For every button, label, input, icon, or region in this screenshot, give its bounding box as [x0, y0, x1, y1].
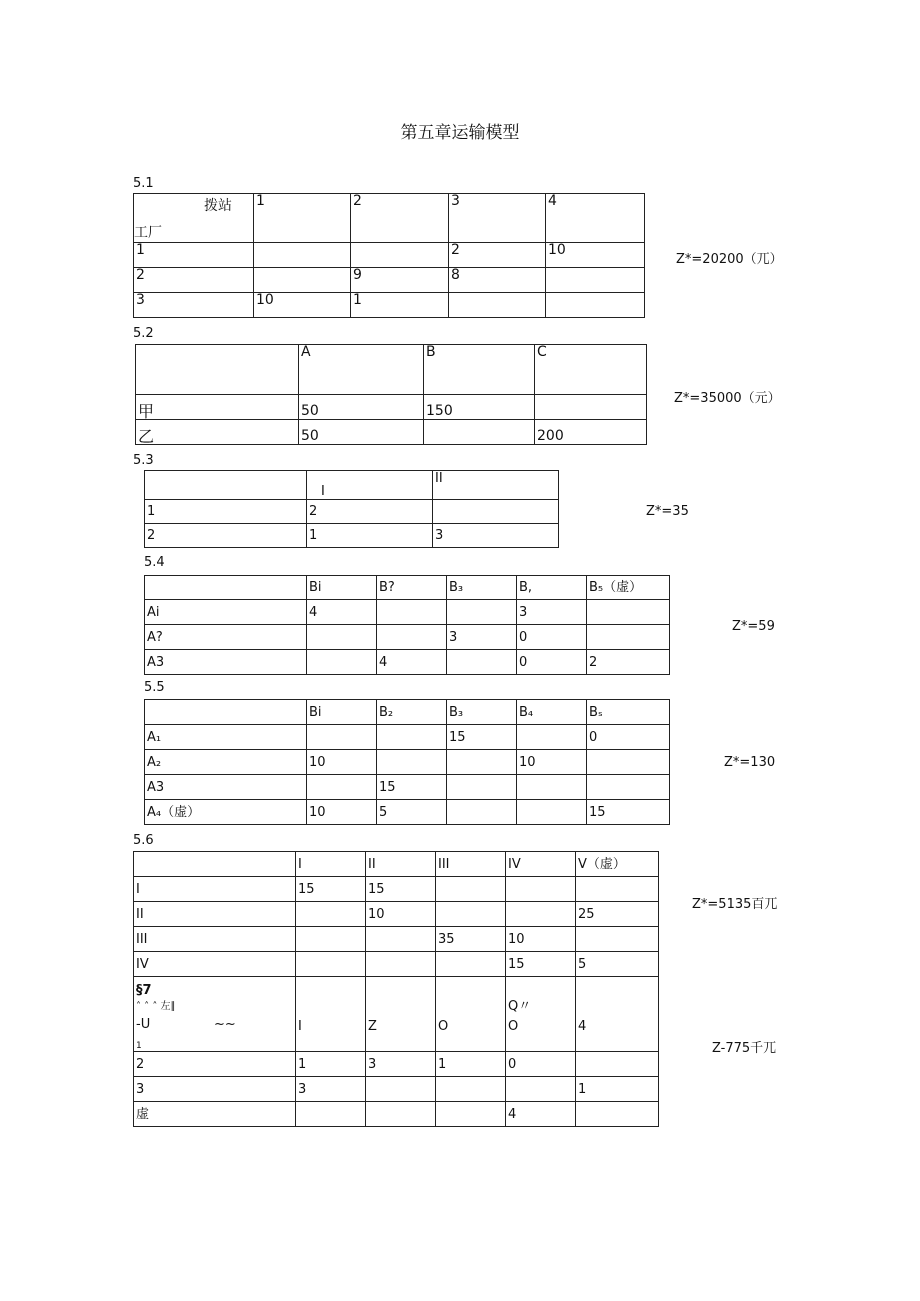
garbled-header-cell	[134, 977, 296, 1052]
table-cell	[307, 625, 377, 650]
table-cell: 4	[377, 650, 447, 675]
table-row	[145, 600, 670, 625]
table-5-4	[144, 575, 670, 675]
table-cell: 8	[449, 268, 546, 293]
corner-cell	[145, 471, 307, 500]
table-cell	[433, 500, 559, 524]
table-cell	[377, 750, 447, 775]
table-cell	[254, 243, 351, 268]
table-cell	[366, 1077, 436, 1102]
table-row	[145, 775, 670, 800]
table-cell: 10	[366, 902, 436, 927]
table-cell	[366, 927, 436, 952]
col-header: Z	[366, 977, 436, 1052]
table-cell: 3	[433, 524, 559, 548]
row-header: Ai	[145, 600, 307, 625]
col-header: B₂	[377, 700, 447, 725]
table-cell: 3	[517, 600, 587, 625]
table-5-2	[135, 344, 647, 445]
table-cell	[506, 902, 576, 927]
row-header: IV	[134, 952, 296, 977]
table-cell	[351, 243, 449, 268]
col-header: 4	[576, 977, 659, 1052]
table-row	[136, 395, 647, 420]
col-header: B₃	[447, 576, 517, 600]
table-cell	[447, 800, 517, 825]
table-row	[134, 1102, 659, 1127]
col-header: B₅（虚）	[587, 576, 670, 600]
table-cell: 15	[506, 952, 576, 977]
result-5-1: Z*=20200（兀）	[676, 252, 783, 267]
table-cell: 10	[546, 243, 645, 268]
table-row	[145, 725, 670, 750]
table-row	[134, 952, 659, 977]
section-5-2-label: 5.2	[133, 326, 154, 341]
table-cell	[447, 650, 517, 675]
table-cell	[436, 1077, 506, 1102]
table-cell	[449, 293, 546, 318]
section-5-4-label: 5.4	[144, 555, 165, 570]
result-5-6: Z*=5135百兀	[692, 897, 778, 912]
row-header: III	[134, 927, 296, 952]
col-header: Bₛ	[587, 700, 670, 725]
table-row	[145, 625, 670, 650]
table-5-1	[133, 193, 645, 318]
col-header: III	[436, 852, 506, 877]
table-cell	[576, 927, 659, 952]
table-row	[134, 902, 659, 927]
table-row	[134, 977, 659, 1052]
table-row	[134, 293, 645, 318]
col-header: II	[433, 471, 559, 500]
table-row	[134, 268, 645, 293]
table-cell: 4	[506, 1102, 576, 1127]
table-cell: 5	[377, 800, 447, 825]
table-cell	[296, 927, 366, 952]
row-header: A₁	[145, 725, 307, 750]
table-row	[145, 500, 559, 524]
table-cell: 15	[366, 877, 436, 902]
table-cell	[535, 395, 647, 420]
table-cell	[436, 952, 506, 977]
table-cell: 50	[299, 420, 424, 445]
table-cell	[447, 775, 517, 800]
corner-cell	[145, 700, 307, 725]
col-header: B₄	[517, 700, 587, 725]
corner-cell	[134, 194, 254, 243]
col-header: O	[436, 977, 506, 1052]
table-cell	[366, 1102, 436, 1127]
table-cell	[296, 952, 366, 977]
table-cell	[576, 877, 659, 902]
table-row	[134, 877, 659, 902]
table-cell	[546, 268, 645, 293]
table-cell	[424, 420, 535, 445]
table-cell: 0	[517, 650, 587, 675]
table-cell: 2	[307, 500, 433, 524]
section-5-1-label: 5.1	[133, 176, 154, 191]
row-header: 3	[134, 293, 254, 318]
col-header: 3	[449, 194, 546, 243]
col-header: I	[307, 471, 433, 500]
corner-bottom-label: 工厂	[134, 225, 162, 241]
table-cell	[587, 600, 670, 625]
table-cell	[366, 952, 436, 977]
table-cell	[307, 725, 377, 750]
corner-cell	[145, 576, 307, 600]
col-header: B₃	[447, 700, 517, 725]
section-5-7-label: §7	[136, 983, 152, 998]
table-cell: 1	[576, 1077, 659, 1102]
row-header: 甲	[136, 395, 299, 420]
result-5-7: Z-775千兀	[712, 1041, 777, 1056]
table-cell	[506, 1077, 576, 1102]
col-header: C	[535, 345, 647, 395]
col-header: A	[299, 345, 424, 395]
row-header: 2	[145, 524, 307, 548]
corner-cell	[134, 852, 296, 877]
table-cell	[587, 775, 670, 800]
section-5-5-label: 5.5	[144, 680, 165, 695]
table-cell	[377, 725, 447, 750]
row-header: 虚	[134, 1102, 296, 1127]
row-header: A3	[145, 650, 307, 675]
table-cell: 150	[424, 395, 535, 420]
garbled-text: ˄ ˄ ˄ 左∥	[136, 1001, 176, 1012]
table-cell	[377, 625, 447, 650]
row-header: II	[134, 902, 296, 927]
table-cell: 10	[307, 750, 377, 775]
col-header: Bi	[307, 576, 377, 600]
section-5-3-label: 5.3	[133, 453, 154, 468]
page-title: 第五章运输模型	[400, 123, 520, 143]
table-row	[145, 800, 670, 825]
row-header: 2	[134, 268, 254, 293]
table-row	[145, 750, 670, 775]
table-cell: 15	[587, 800, 670, 825]
result-5-4: Z*=59	[732, 619, 775, 634]
table-cell: 35	[436, 927, 506, 952]
table-cell	[587, 750, 670, 775]
table-cell	[436, 1102, 506, 1127]
result-5-2: Z*=35000（元）	[674, 391, 781, 406]
col-header: 1	[254, 194, 351, 243]
table-cell	[307, 775, 377, 800]
table-cell: 2	[449, 243, 546, 268]
table-cell	[576, 1052, 659, 1077]
table-5-3	[144, 470, 559, 548]
table-cell: 25	[576, 902, 659, 927]
table-cell	[296, 902, 366, 927]
col-header: Bi	[307, 700, 377, 725]
col-header: I	[296, 852, 366, 877]
table-cell: 10	[517, 750, 587, 775]
section-5-6-label: 5.6	[133, 833, 154, 848]
row-header: 乙	[136, 420, 299, 445]
table-cell: 10	[254, 293, 351, 318]
table-cell: 15	[296, 877, 366, 902]
table-cell	[506, 877, 576, 902]
table-cell: 10	[506, 927, 576, 952]
table-cell: 3	[296, 1077, 366, 1102]
table-cell: 1	[351, 293, 449, 318]
table-cell	[307, 650, 377, 675]
table-row	[145, 650, 670, 675]
table-cell	[447, 750, 517, 775]
row-header: I	[134, 877, 296, 902]
row-header: 2	[134, 1052, 296, 1077]
table-cell: 5	[576, 952, 659, 977]
table-row	[134, 1052, 659, 1077]
col-header-top: Q〃	[508, 999, 532, 1014]
table-cell	[377, 600, 447, 625]
col-header: IV	[506, 852, 576, 877]
table-cell: 15	[447, 725, 517, 750]
table-cell: 2	[587, 650, 670, 675]
col-header-bottom: O	[508, 1019, 519, 1034]
table-cell: 10	[307, 800, 377, 825]
table-cell: 3	[447, 625, 517, 650]
row-header: 1	[134, 243, 254, 268]
col-header: B	[424, 345, 535, 395]
table-cell	[576, 1102, 659, 1127]
table-cell: 200	[535, 420, 647, 445]
table-5-5	[144, 699, 670, 825]
table-cell	[436, 877, 506, 902]
col-header: 4	[546, 194, 645, 243]
corner-top-label: 拨站	[204, 198, 232, 214]
col-header: B,	[517, 576, 587, 600]
result-5-5: Z*=130	[724, 755, 776, 770]
table-cell: 15	[377, 775, 447, 800]
col-header: 2	[351, 194, 449, 243]
result-5-3: Z*=35	[646, 504, 689, 519]
col-header: B?	[377, 576, 447, 600]
table-cell: 0	[506, 1052, 576, 1077]
table-cell	[546, 293, 645, 318]
col-header: V（虚）	[576, 852, 659, 877]
table-cell	[447, 600, 517, 625]
col-header: II	[366, 852, 436, 877]
table-row	[145, 524, 559, 548]
row-header: A?	[145, 625, 307, 650]
table-cell: 1	[307, 524, 433, 548]
table-row	[136, 420, 647, 445]
row-header: A₂	[145, 750, 307, 775]
table-cell	[517, 775, 587, 800]
table-cell	[436, 902, 506, 927]
table-cell	[517, 725, 587, 750]
row-header: 1	[145, 500, 307, 524]
table-row	[134, 927, 659, 952]
col-header	[506, 977, 576, 1052]
garbled-text: -U	[136, 1017, 151, 1032]
table-row	[134, 243, 645, 268]
table-cell: 50	[299, 395, 424, 420]
table-cell: 3	[366, 1052, 436, 1077]
row-header: 3	[134, 1077, 296, 1102]
table-cell: 4	[307, 600, 377, 625]
table-cell: 1	[296, 1052, 366, 1077]
table-cell: 1	[436, 1052, 506, 1077]
table-cell: 9	[351, 268, 449, 293]
table-cell	[587, 625, 670, 650]
table-cell	[517, 800, 587, 825]
corner-cell	[136, 345, 299, 395]
table-row	[134, 1077, 659, 1102]
table-cell: 0	[587, 725, 670, 750]
row-header: A3	[145, 775, 307, 800]
col-header: I	[296, 977, 366, 1052]
table-cell	[254, 268, 351, 293]
garbled-text: ~~	[214, 1017, 236, 1032]
garbled-text: 1	[136, 1041, 142, 1051]
table-cell	[296, 1102, 366, 1127]
table-cell: 0	[517, 625, 587, 650]
table-5-6-5-7	[133, 851, 659, 1127]
row-header: A₄（虚）	[145, 800, 307, 825]
